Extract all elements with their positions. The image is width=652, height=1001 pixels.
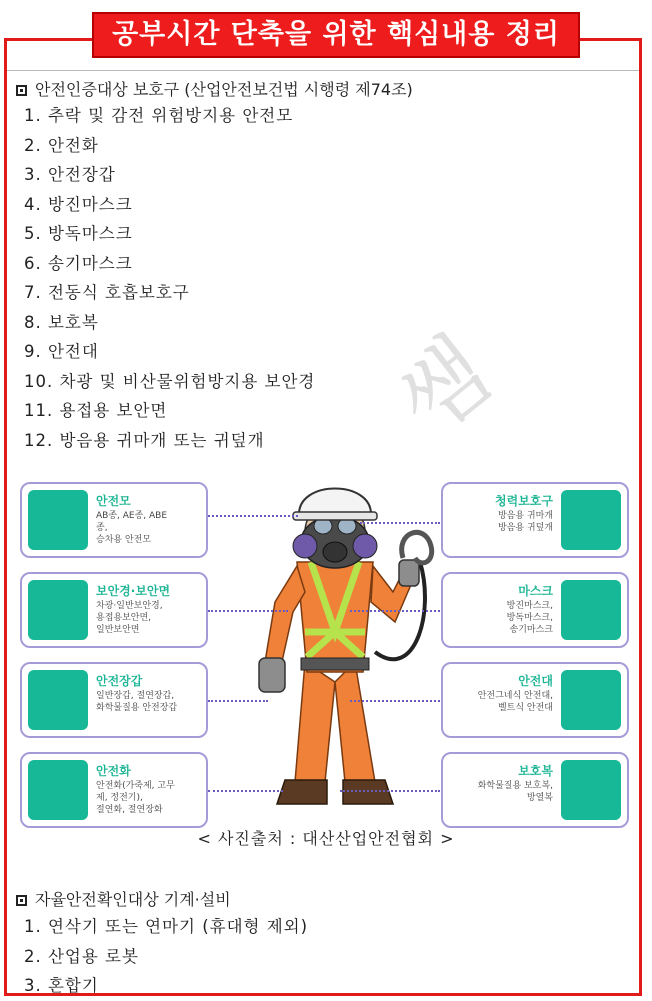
list-item: 9. 안전대 xyxy=(24,342,99,361)
card-desc: 화학물질용 보호복, 방열복 xyxy=(477,781,553,803)
card-desc: AB종, AE종, ABE 종, 승차용 안전모 xyxy=(96,511,168,545)
list-item: 5. 방독마스크 xyxy=(24,224,133,243)
card-desc: 방진마스크, 방독마스크, 송기마스크 xyxy=(506,601,553,635)
boot-icon xyxy=(28,760,88,820)
list-item: 10. 차광 및 비산물위험방지용 보안경 xyxy=(24,371,316,391)
list-item: 3. 안전장갑 xyxy=(24,165,116,184)
list-item: 6. 송기마스크 xyxy=(24,253,133,273)
card-gloves xyxy=(20,662,208,738)
card-title: 안전모 xyxy=(96,494,131,508)
card-apron xyxy=(441,752,629,828)
helmet-icon xyxy=(28,490,88,550)
list-item: 7. 전동식 호흡보호구 xyxy=(24,283,190,302)
list-item: 1. 추락 및 감전 위험방지용 안전모 xyxy=(24,106,294,125)
section2-title xyxy=(16,887,231,910)
card-boots xyxy=(20,752,208,828)
mask-icon xyxy=(561,580,621,640)
earmuff-icon xyxy=(561,490,621,550)
top-strip xyxy=(7,60,639,71)
goggles-icon xyxy=(28,580,88,640)
section1-list xyxy=(24,101,315,455)
list-item: 11. 용접용 보안면 xyxy=(24,401,168,420)
apron-icon xyxy=(561,760,621,820)
watermark: 쌤 xyxy=(377,318,511,455)
connector-line xyxy=(350,610,440,612)
section2-list xyxy=(24,912,308,1001)
card-title: 안전장갑 xyxy=(96,674,143,688)
list-item: 8. 보호복 xyxy=(24,312,99,332)
section1-title-text: 안전인증대상 보호구 (산업안전보건법 시행령 제74조) xyxy=(35,80,413,99)
glove-icon xyxy=(28,670,88,730)
connector-line xyxy=(208,700,268,702)
list-item: 1. 연삭기 또는 연마기 (휴대형 제외) xyxy=(24,917,309,936)
card-desc: 안전화(가죽제, 고무 제, 정전기), 절연화, 절연장화 xyxy=(96,781,175,815)
banner-title: 공부시간 단축을 위한 핵심내용 정리 xyxy=(92,12,580,58)
card-title: 보안경·보안면 xyxy=(96,584,171,598)
list-item: 3. 혼합기 xyxy=(24,976,99,995)
card-title: 마스크 xyxy=(518,584,553,598)
card-mask xyxy=(441,572,629,648)
card-harness xyxy=(441,662,629,738)
connector-line xyxy=(208,790,283,792)
square-bullet-icon xyxy=(16,895,27,906)
card-desc: 안전그네식 안전대, 벨트식 안전대 xyxy=(477,691,553,713)
list-item: 4. 방진마스크 xyxy=(24,194,133,214)
card-desc: 차광·일반보안경, 용접용보안면, 일반보안면 xyxy=(96,601,163,635)
connector-line xyxy=(340,790,440,792)
card-helmet xyxy=(20,482,208,558)
harness-icon xyxy=(561,670,621,730)
figure-caption: < 사진출처 : 대산산업안전협회 > xyxy=(197,829,455,848)
card-earmuff xyxy=(441,482,629,558)
section2-title-text: 자율안전확인대상 기계·설비 xyxy=(35,890,231,909)
card-desc: 일반장갑, 절연장갑, 화학물질용 안전장갑 xyxy=(96,691,178,713)
connector-line xyxy=(208,515,298,517)
list-item: 2. 안전화 xyxy=(24,135,99,155)
card-goggles xyxy=(20,572,208,648)
list-item: 2. 산업용 로봇 xyxy=(24,946,139,966)
connector-line xyxy=(350,700,440,702)
card-title: 보호복 xyxy=(518,764,553,778)
square-bullet-icon xyxy=(16,85,27,96)
card-title: 청력보호구 xyxy=(495,494,553,508)
card-title: 안전대 xyxy=(518,674,553,688)
connector-line xyxy=(360,522,440,524)
list-item: 12. 방음용 귀마개 또는 귀덮개 xyxy=(24,430,265,450)
connector-line xyxy=(208,610,288,612)
card-title: 안전화 xyxy=(96,764,131,778)
card-desc: 방음용 귀마개 방음용 귀덮개 xyxy=(497,511,553,533)
section1-title xyxy=(16,77,413,100)
